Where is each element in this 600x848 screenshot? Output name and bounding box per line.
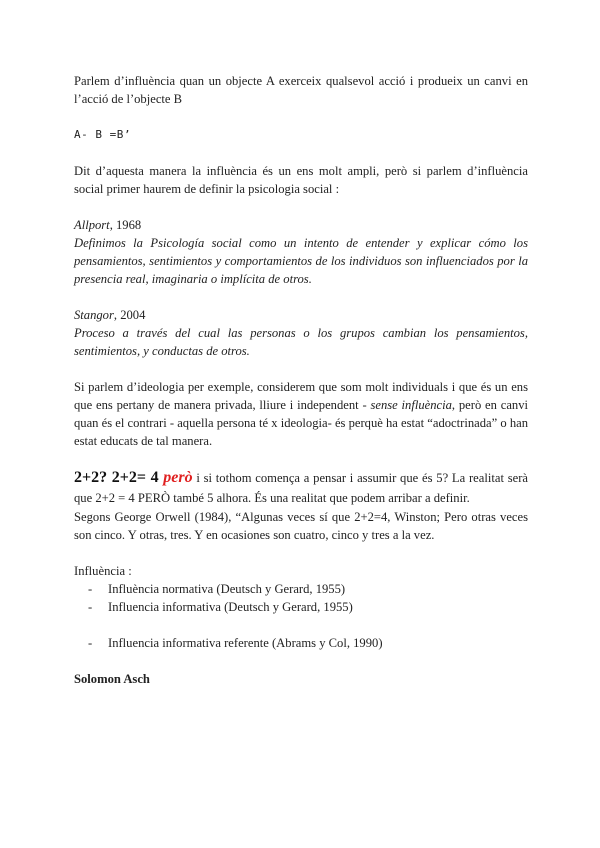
citation-heading-allport [74, 216, 528, 234]
citation-author: Stangor [74, 308, 114, 322]
dash-bullet: - [88, 600, 93, 614]
list-item: - Influencia informativa (Deutsch y Gerard, 1955) [88, 600, 353, 614]
dash-bullet: - [88, 582, 93, 596]
list-item: - Influencia informativa referente (Abrams y Col, 1990) [88, 636, 383, 650]
orwell-quote: Segons George Orwell (1984), “Algunas veces sí que 2+2=4, Winston; Pero otras veces son cinco. Y otras, tres. Y en ocasiones son cuatro, cinco y tres a la vez. [74, 510, 528, 542]
document-page [74, 72, 528, 688]
formula: A- B =B’ [74, 128, 131, 141]
citation-year: , 2004 [113, 308, 146, 322]
citation-quote: Proceso a través del cual las personas o los grupos cambian los pensamientos, sentimientos, y conductas de otros. [74, 326, 528, 358]
citation-heading-stangor [74, 306, 528, 324]
math-big-text: 2+2? 2+2= 4 [74, 469, 164, 486]
citation-quote: Definimos la Psicología social como un intento de entender y explicar cómo los pensamientos, sentimientos y comportamientos de los individuos son influenciados por la presencia real, imaginaria o implícita de otros. [74, 236, 528, 286]
closing-heading: Solomon Asch [74, 672, 150, 686]
influence-list [74, 580, 528, 652]
math-paragraph [74, 468, 528, 508]
citation-year: , 1968 [109, 218, 142, 232]
influence-title: Influència : [74, 564, 132, 578]
math-rest: i si tothom comença a pensar i assumir que és 5? La realitat serà que 2+2 = 4 PERÒ també 5 alhora. És una realitat que podem arribar a definir. [74, 471, 528, 505]
list-item: - Influència normativa (Deutsch y Gerard, 1955) [88, 582, 346, 596]
ideology-text-1: Si parlem d’ideologia per exemple, considerem que som molt individuals i que és un ens que ens pertany de manera privada, lliure i independent - [74, 380, 528, 412]
math-red-word: però [163, 469, 193, 486]
dash-bullet: - [88, 636, 93, 650]
intro-paragraph: Parlem d’influència quan un objecte A exerceix qualsevol acció i produeix un canvi en l’acció de l’objecte B [74, 74, 528, 106]
ideology-paragraph [74, 378, 528, 450]
citation-author: Allport [74, 218, 110, 232]
definition-intro: Dit d’aquesta manera la influència és un ens molt ampli, però si parlem d’influència social primer haurem de definir la psicologia social : [74, 164, 528, 196]
ideology-italic: sense influència [370, 398, 452, 412]
ideology-text-2: , però en canvi quan és el contrari - aquella persona té x ideologia- és perquè ha estat “adoctrinada” o han estat educats de tal manera. [74, 398, 529, 448]
